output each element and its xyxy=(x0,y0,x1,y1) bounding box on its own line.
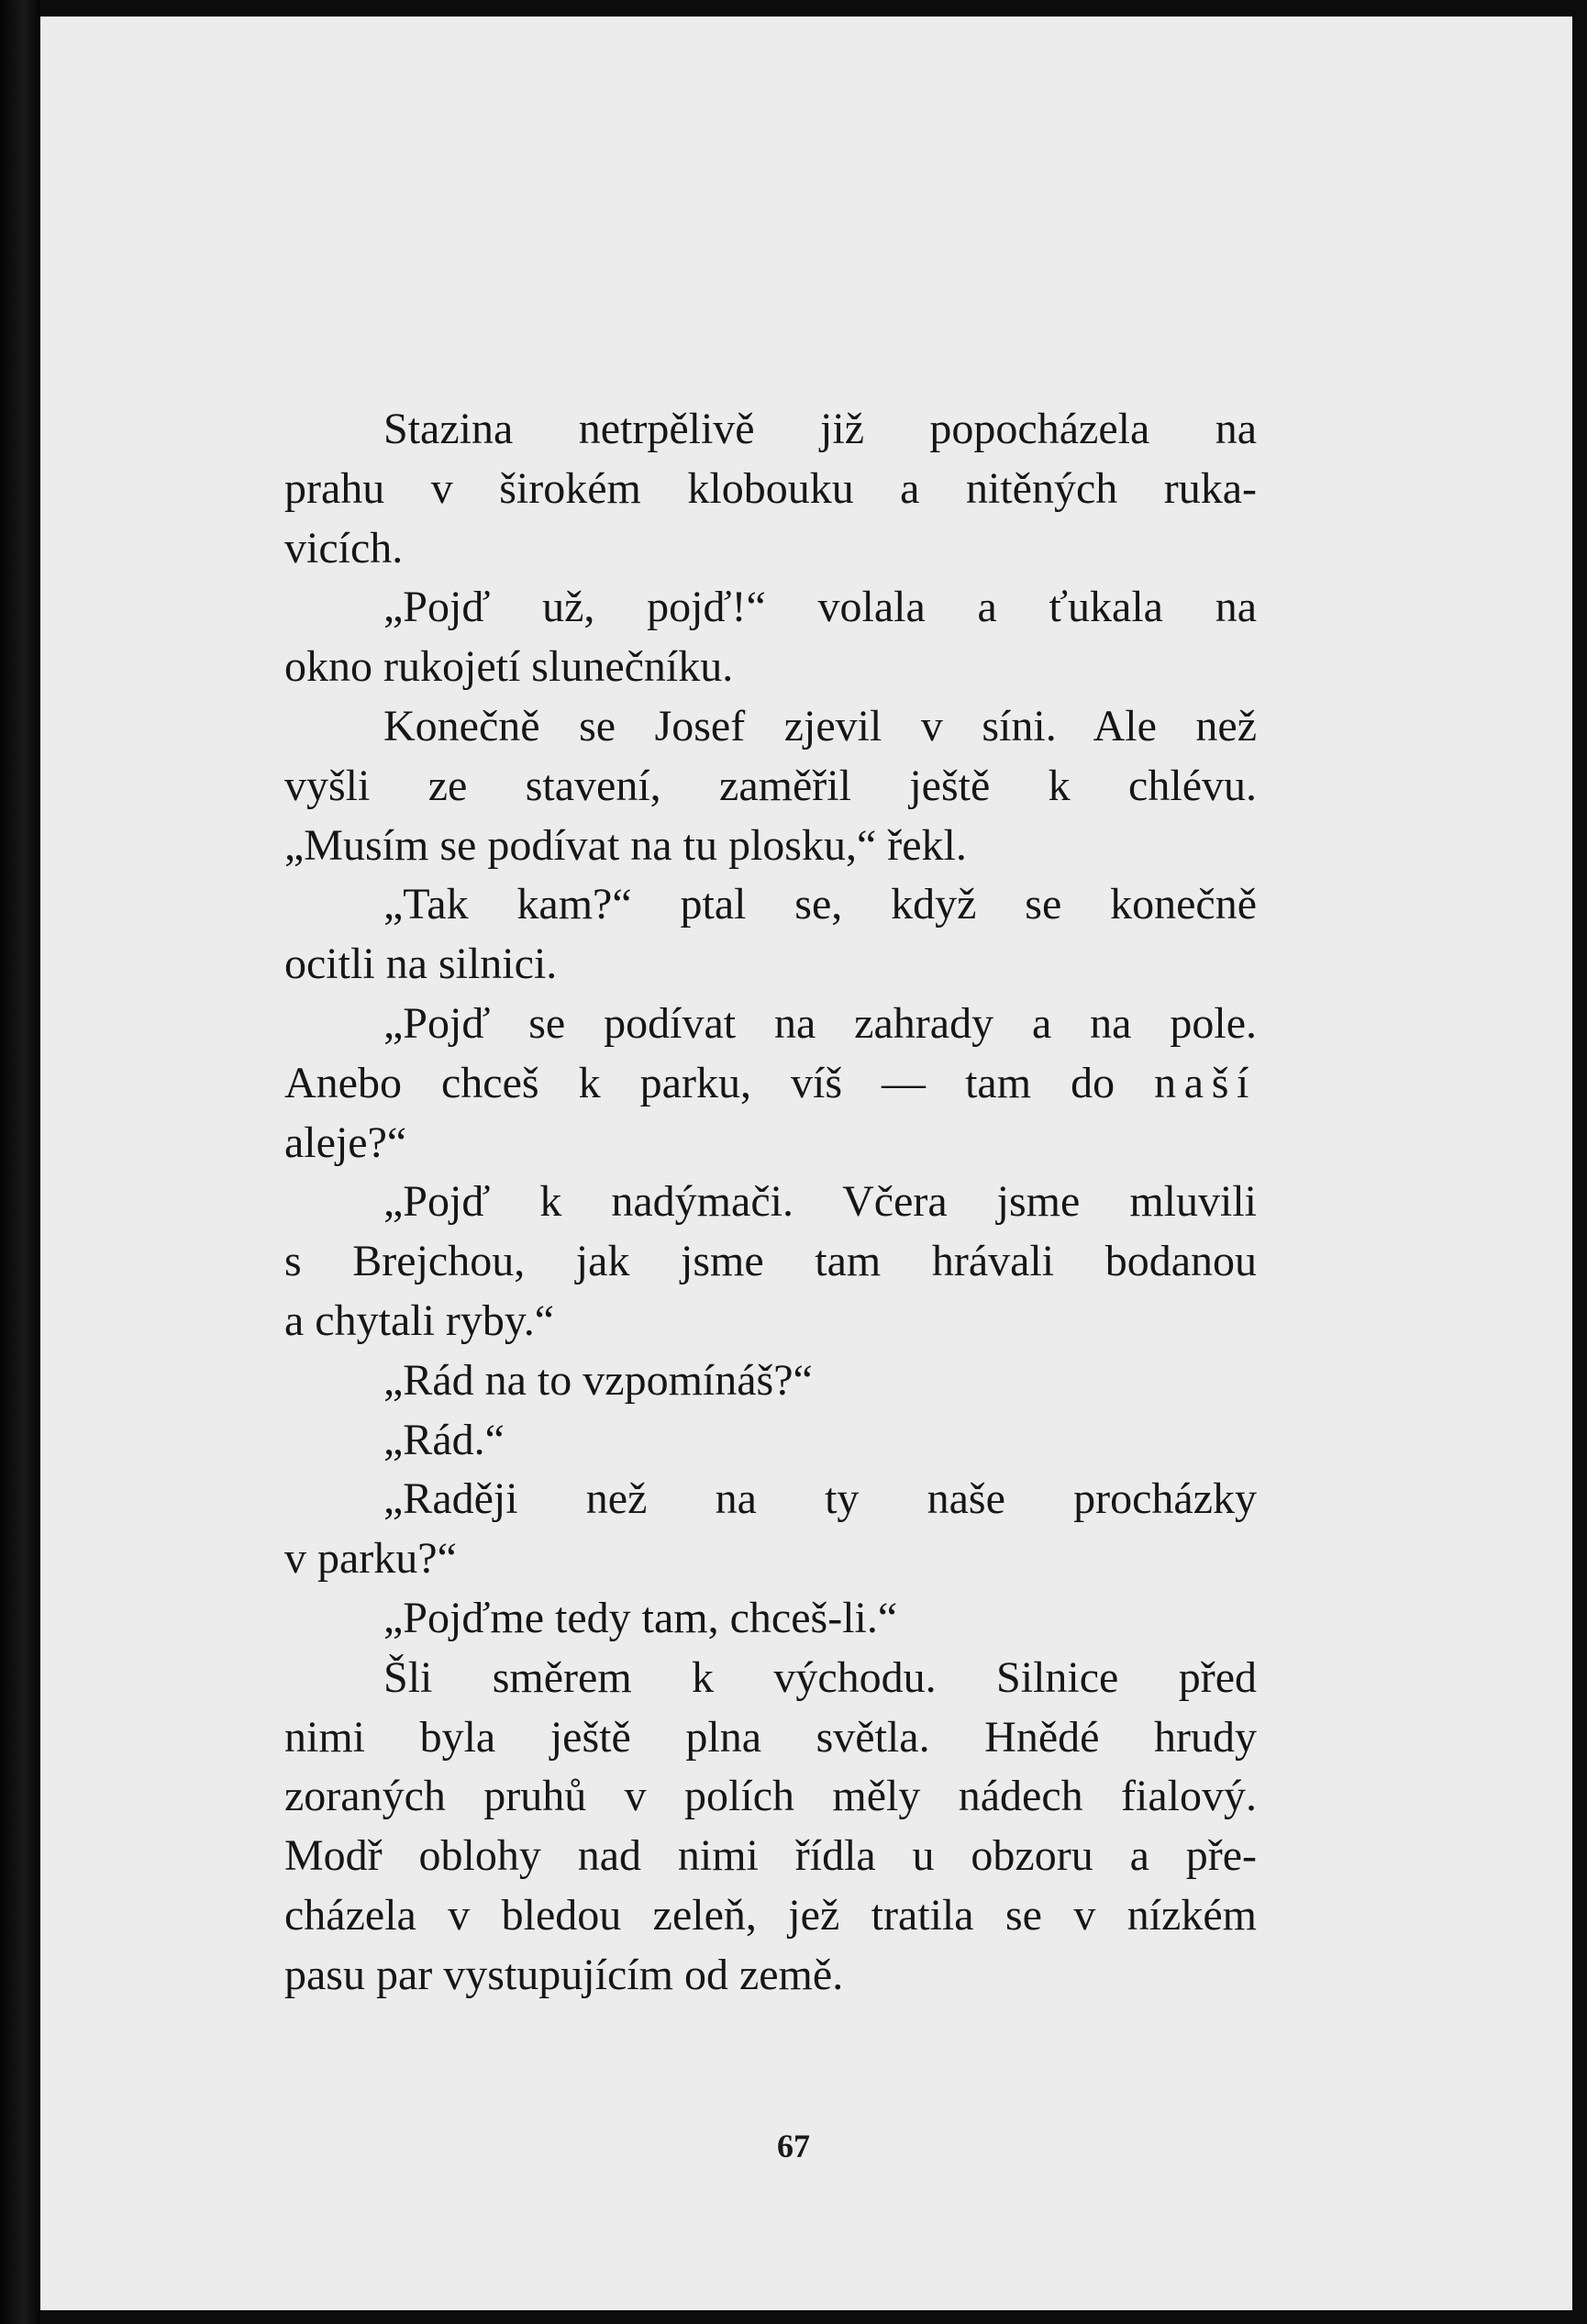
text-line: „Rád.“ xyxy=(383,1415,505,1464)
emphasized-word: naší xyxy=(1154,1058,1258,1107)
text-line: „Pojďme tedy tam, chceš-li.“ xyxy=(383,1593,898,1642)
text-line: vicích. xyxy=(284,523,404,573)
text-line: „Pojď k nadýmači. Včera jsme mluvili xyxy=(383,1177,1257,1227)
text-segment: Anebo chceš k parku, víš — tam do xyxy=(284,1058,1115,1107)
binding-gutter xyxy=(0,0,40,2324)
text-line: „Raději než na ty naše procházky xyxy=(383,1474,1257,1524)
text-line: nimi byla ještě plna světla. Hnědé hrudy xyxy=(284,1712,1257,1762)
text-line: Stazina netrpělivě již popocházela na xyxy=(383,405,1257,453)
text-line: „Pojď se podívat na zahrady a na pole. xyxy=(383,998,1257,1048)
text-line-with-emphasis xyxy=(284,1054,1257,1114)
text-line: Konečně se Josef zjevil v síni. Ale než xyxy=(383,701,1257,751)
text-line: Šli směrem k východu. Silnice před xyxy=(383,1652,1257,1702)
text-line: pasu par vystupujícím od země. xyxy=(284,1950,844,1999)
text-line: ocitli na silnici. xyxy=(284,940,558,989)
page-number: 67 xyxy=(777,2128,810,2164)
text-line: zoraných pruhů v polích měly nádech fialový. xyxy=(284,1772,1257,1821)
text-line: aleje?“ xyxy=(284,1118,407,1167)
text-line: s Brejchou, jak jsme tam hrávali bodanou xyxy=(284,1237,1257,1286)
text-line: „Rád na to vzpomínáš?“ xyxy=(383,1355,813,1405)
text-line: Modř oblohy nad nimi řídla u obzoru a pře- xyxy=(284,1831,1257,1881)
text-line: vyšli ze stavení, zaměřil ještě k chlévu. xyxy=(284,761,1257,810)
text-line: okno rukojetí slunečníku. xyxy=(284,642,734,692)
text-line: „Musím se podívat na tu plosku,“ řekl. xyxy=(284,820,967,870)
text-line: prahu v širokém klobouku a nitěných ruka- xyxy=(284,463,1257,513)
text-line: v parku?“ xyxy=(284,1534,457,1584)
text-line: a chytali ryby.“ xyxy=(284,1295,555,1345)
text-line: „Tak kam?“ ptal se, když se konečně xyxy=(383,880,1257,929)
text-line: „Pojď už, pojď!“ volala a ťukala na xyxy=(383,583,1257,632)
body-text xyxy=(284,400,1257,2006)
text-line: cházela v bledou zeleň, jež tratila se v nízkém xyxy=(284,1890,1257,1940)
